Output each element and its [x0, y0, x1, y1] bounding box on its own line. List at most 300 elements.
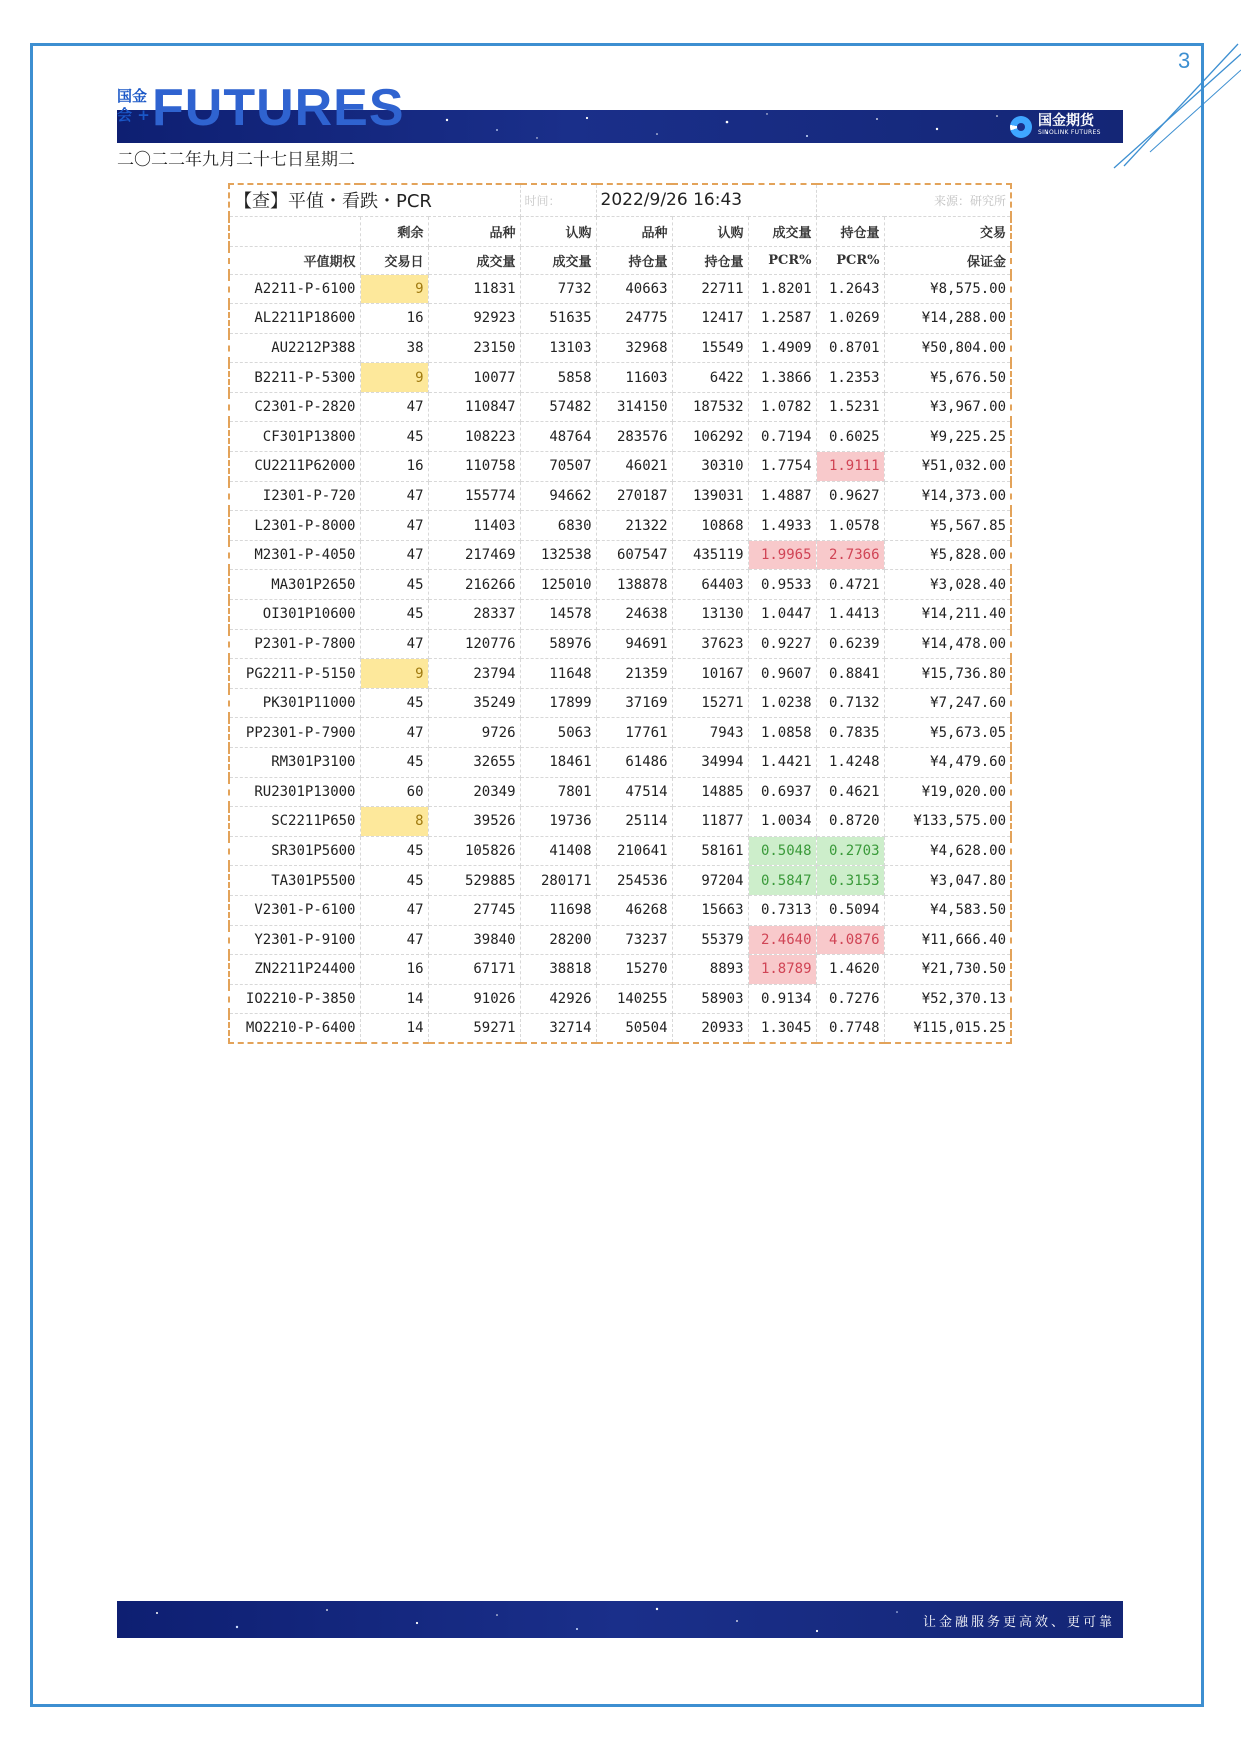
table-cell: 1.4248 — [816, 748, 884, 778]
table-cell: 280171 — [520, 866, 596, 896]
table-cell: 14885 — [672, 777, 748, 807]
brand-small-text — [117, 87, 151, 125]
table-cell: 0.2703 — [816, 836, 884, 866]
table-row — [229, 333, 1011, 363]
table-cell: 0.4621 — [816, 777, 884, 807]
table-cell: 0.7313 — [748, 895, 816, 925]
table-cell: 16 — [360, 304, 428, 334]
table-row — [229, 688, 1011, 718]
table-cell: ¥50,804.00 — [884, 333, 1011, 363]
table-cell: 47 — [360, 925, 428, 955]
option-name-cell: I2301-P-720 — [229, 481, 360, 511]
table-cell: ¥14,211.40 — [884, 600, 1011, 630]
table-cell: 9726 — [428, 718, 520, 748]
table-cell: 92923 — [428, 304, 520, 334]
option-name-cell: AL2211P18600 — [229, 304, 360, 334]
table-cell: 45 — [360, 570, 428, 600]
header-bottom-cell: 持仓量 — [672, 246, 748, 274]
table-cell: 10077 — [428, 363, 520, 393]
table-cell: 32655 — [428, 748, 520, 778]
table-cell: 14 — [360, 984, 428, 1014]
table-cell: 47514 — [596, 777, 672, 807]
header-top-cell: 品种 — [428, 216, 520, 246]
table-cell: 1.0858 — [748, 718, 816, 748]
table-cell: 58161 — [672, 836, 748, 866]
table-row — [229, 570, 1011, 600]
table-cell: ¥8,575.00 — [884, 274, 1011, 304]
table-cell: ¥4,628.00 — [884, 836, 1011, 866]
table-cell: 37169 — [596, 688, 672, 718]
table-cell: 1.8201 — [748, 274, 816, 304]
table-cell: 0.5094 — [816, 895, 884, 925]
table-cell: ¥14,373.00 — [884, 481, 1011, 511]
table-cell: 11648 — [520, 659, 596, 689]
option-name-cell: ZN2211P24400 — [229, 955, 360, 985]
company-name-en: SINOLINK FUTURES — [1038, 129, 1101, 136]
table-cell: 0.8841 — [816, 659, 884, 689]
decorative-lines — [1110, 40, 1241, 180]
pcr-table — [228, 183, 1012, 1044]
table-row — [229, 392, 1011, 422]
table-cell: 46268 — [596, 895, 672, 925]
table-cell: 435119 — [672, 540, 748, 570]
table-cell: 42926 — [520, 984, 596, 1014]
table-cell: 1.3045 — [748, 1014, 816, 1044]
company-logo-text — [1038, 115, 1101, 139]
table-cell: 32714 — [520, 1014, 596, 1044]
option-name-cell: AU2212P388 — [229, 333, 360, 363]
table-row — [229, 895, 1011, 925]
table-cell: 120776 — [428, 629, 520, 659]
option-name-cell: L2301-P-8000 — [229, 511, 360, 541]
brand-small-line1: 国金 — [117, 87, 148, 105]
table-cell: 21322 — [596, 511, 672, 541]
header-bottom-cell: 保证金 — [884, 246, 1011, 274]
table-cell: ¥5,567.85 — [884, 511, 1011, 541]
brand-futures-wordmark: FUTURES — [152, 79, 405, 137]
table-cell: 15663 — [672, 895, 748, 925]
table-cell: 67171 — [428, 955, 520, 985]
table-cell: ¥51,032.00 — [884, 452, 1011, 482]
table-cell: 47 — [360, 629, 428, 659]
table-cell: ¥3,047.80 — [884, 866, 1011, 896]
header-row-bottom — [229, 246, 1011, 274]
table-cell: 7732 — [520, 274, 596, 304]
table-cell: ¥9,225.25 — [884, 422, 1011, 452]
table-cell: 7943 — [672, 718, 748, 748]
table-cell: 9 — [360, 274, 428, 304]
table-cell: 15270 — [596, 955, 672, 985]
table-cell: 0.4721 — [816, 570, 884, 600]
table-cell: ¥5,676.50 — [884, 363, 1011, 393]
table-cell: ¥4,583.50 — [884, 895, 1011, 925]
table-cell: 48764 — [520, 422, 596, 452]
table-cell: 17899 — [520, 688, 596, 718]
table-cell: 24638 — [596, 600, 672, 630]
table-cell: 9 — [360, 659, 428, 689]
table-cell: 45 — [360, 688, 428, 718]
header-bottom-cell: PCR% — [748, 246, 816, 274]
header-top-cell: 剩余 — [360, 216, 428, 246]
table-cell: 30310 — [672, 452, 748, 482]
option-name-cell: Y2301-P-9100 — [229, 925, 360, 955]
option-name-cell: SC2211P650 — [229, 807, 360, 837]
table-cell: 0.7835 — [816, 718, 884, 748]
table-cell: 14 — [360, 1014, 428, 1044]
option-name-cell: TA301P5500 — [229, 866, 360, 896]
source-label: 来源：研究所 — [816, 184, 1011, 216]
page-number: 3 — [1178, 48, 1191, 73]
table-cell: 10167 — [672, 659, 748, 689]
table-row — [229, 452, 1011, 482]
table-cell: 8893 — [672, 955, 748, 985]
table-cell: 28337 — [428, 600, 520, 630]
table-cell: 17761 — [596, 718, 672, 748]
header-bottom-cell: PCR% — [816, 246, 884, 274]
option-name-cell: MA301P2650 — [229, 570, 360, 600]
table-row — [229, 925, 1011, 955]
table-cell: 0.7748 — [816, 1014, 884, 1044]
company-logo — [1010, 114, 1101, 140]
table-cell: 1.5231 — [816, 392, 884, 422]
table-cell: ¥3,967.00 — [884, 392, 1011, 422]
table-cell: 1.3866 — [748, 363, 816, 393]
table-cell: 47 — [360, 392, 428, 422]
option-name-cell: C2301-P-2820 — [229, 392, 360, 422]
table-cell: 0.5847 — [748, 866, 816, 896]
table-cell: 73237 — [596, 925, 672, 955]
table-cell: 5858 — [520, 363, 596, 393]
table-cell: 1.0447 — [748, 600, 816, 630]
table-cell: 11603 — [596, 363, 672, 393]
table-row — [229, 866, 1011, 896]
table-cell: 47 — [360, 540, 428, 570]
table-cell: ¥14,478.00 — [884, 629, 1011, 659]
option-name-cell: SR301P5600 — [229, 836, 360, 866]
table-cell: 1.4909 — [748, 333, 816, 363]
table-row — [229, 807, 1011, 837]
table-cell: 45 — [360, 836, 428, 866]
header-top-cell: 品种 — [596, 216, 672, 246]
table-cell: 283576 — [596, 422, 672, 452]
table-row — [229, 274, 1011, 304]
table-cell: 55379 — [672, 925, 748, 955]
table-cell: 47 — [360, 895, 428, 925]
header-top-cell: 认购 — [520, 216, 596, 246]
option-name-cell: MO2210-P-6400 — [229, 1014, 360, 1044]
footer-banner — [117, 1601, 1123, 1638]
table-cell: 12417 — [672, 304, 748, 334]
table-cell: 1.0034 — [748, 807, 816, 837]
table-row — [229, 540, 1011, 570]
table-cell: 0.9227 — [748, 629, 816, 659]
table-cell: 10868 — [672, 511, 748, 541]
table-cell: 41408 — [520, 836, 596, 866]
table-row — [229, 984, 1011, 1014]
table-cell: ¥21,730.50 — [884, 955, 1011, 985]
table-cell: 91026 — [428, 984, 520, 1014]
table-cell: 11698 — [520, 895, 596, 925]
table-cell: 45 — [360, 600, 428, 630]
table-cell: 1.4413 — [816, 600, 884, 630]
table-row — [229, 422, 1011, 452]
table-cell: 24775 — [596, 304, 672, 334]
table-cell: 6830 — [520, 511, 596, 541]
table-cell: 155774 — [428, 481, 520, 511]
table-cell: 1.0578 — [816, 511, 884, 541]
table-cell: 51635 — [520, 304, 596, 334]
table-cell: ¥15,736.80 — [884, 659, 1011, 689]
table-cell: 25114 — [596, 807, 672, 837]
table-cell: 15549 — [672, 333, 748, 363]
table-cell: 1.2353 — [816, 363, 884, 393]
table-cell: 37623 — [672, 629, 748, 659]
table-cell: 1.4887 — [748, 481, 816, 511]
table-cell: 61486 — [596, 748, 672, 778]
table-cell: 32968 — [596, 333, 672, 363]
report-date: 二〇二二年九月二十七日星期二 — [117, 150, 355, 170]
table-cell: 0.8720 — [816, 807, 884, 837]
table-title-row — [229, 184, 1011, 216]
option-name-cell: B2211-P-5300 — [229, 363, 360, 393]
table-cell: 110847 — [428, 392, 520, 422]
table-cell: 6422 — [672, 363, 748, 393]
brand-small-line2: 会 + — [117, 106, 150, 124]
table-cell: 47 — [360, 511, 428, 541]
table-cell: 34994 — [672, 748, 748, 778]
header-row-top — [229, 216, 1011, 246]
table-cell: 0.7194 — [748, 422, 816, 452]
table-cell: 20349 — [428, 777, 520, 807]
table-cell: 139031 — [672, 481, 748, 511]
table-cell: 58903 — [672, 984, 748, 1014]
table-cell: 1.2643 — [816, 274, 884, 304]
table-cell: 1.4933 — [748, 511, 816, 541]
option-name-cell: OI301P10600 — [229, 600, 360, 630]
table-cell: 40663 — [596, 274, 672, 304]
table-cell: 15271 — [672, 688, 748, 718]
table-cell: ¥5,828.00 — [884, 540, 1011, 570]
table-cell: 39526 — [428, 807, 520, 837]
table-cell: ¥133,575.00 — [884, 807, 1011, 837]
table-cell: 2.4640 — [748, 925, 816, 955]
header-bottom-cell: 成交量 — [520, 246, 596, 274]
table-cell: 4.0876 — [816, 925, 884, 955]
table-cell: 0.3153 — [816, 866, 884, 896]
header-bottom-cell: 成交量 — [428, 246, 520, 274]
table-cell: 125010 — [520, 570, 596, 600]
table-cell: 9 — [360, 363, 428, 393]
table-cell: 45 — [360, 422, 428, 452]
table-cell: ¥52,370.13 — [884, 984, 1011, 1014]
table-cell: 1.9965 — [748, 540, 816, 570]
table-cell: 1.0782 — [748, 392, 816, 422]
table-row — [229, 1014, 1011, 1044]
option-name-cell: M2301-P-4050 — [229, 540, 360, 570]
table-cell: 314150 — [596, 392, 672, 422]
header-top-cell: 持仓量 — [816, 216, 884, 246]
footer-slogan: 让金融服务更高效、更可靠 — [922, 1615, 1115, 1630]
table-cell: 16 — [360, 955, 428, 985]
table-cell: ¥115,015.25 — [884, 1014, 1011, 1044]
table-cell: 59271 — [428, 1014, 520, 1044]
table-cell: 254536 — [596, 866, 672, 896]
table-cell: 2.7366 — [816, 540, 884, 570]
company-name-cn: 国金期货 — [1038, 113, 1094, 129]
header-bottom-cell: 平值期权 — [229, 246, 360, 274]
table-cell: ¥14,288.00 — [884, 304, 1011, 334]
table-cell: 57482 — [520, 392, 596, 422]
table-cell: 5063 — [520, 718, 596, 748]
pcr-table-container — [228, 183, 1010, 1044]
table-cell: 38 — [360, 333, 428, 363]
table-row — [229, 600, 1011, 630]
table-cell: 35249 — [428, 688, 520, 718]
table-row — [229, 363, 1011, 393]
time-value: 2022/9/26 16:43 — [596, 184, 816, 216]
table-cell: 39840 — [428, 925, 520, 955]
header-bottom-cell: 交易日 — [360, 246, 428, 274]
table-cell: 27745 — [428, 895, 520, 925]
table-cell: 47 — [360, 718, 428, 748]
table-cell: 0.8701 — [816, 333, 884, 363]
table-cell: 1.7754 — [748, 452, 816, 482]
table-row — [229, 748, 1011, 778]
table-cell: 70507 — [520, 452, 596, 482]
table-cell: 1.4620 — [816, 955, 884, 985]
table-cell: 46021 — [596, 452, 672, 482]
option-name-cell: IO2210-P-3850 — [229, 984, 360, 1014]
table-cell: 94662 — [520, 481, 596, 511]
option-name-cell: P2301-P-7800 — [229, 629, 360, 659]
table-cell: 210641 — [596, 836, 672, 866]
table-cell: 19736 — [520, 807, 596, 837]
table-row — [229, 718, 1011, 748]
table-cell: 16 — [360, 452, 428, 482]
table-cell: 110758 — [428, 452, 520, 482]
table-cell: 7801 — [520, 777, 596, 807]
header-top-cell: 交易 — [884, 216, 1011, 246]
option-name-cell: PG2211-P-5150 — [229, 659, 360, 689]
table-cell: 11877 — [672, 807, 748, 837]
table-cell: 0.9607 — [748, 659, 816, 689]
sinolink-logo-icon — [1010, 116, 1032, 138]
table-cell: 187532 — [672, 392, 748, 422]
table-cell: 0.5048 — [748, 836, 816, 866]
table-cell: 64403 — [672, 570, 748, 600]
table-row — [229, 629, 1011, 659]
table-cell: 94691 — [596, 629, 672, 659]
table-cell: 22711 — [672, 274, 748, 304]
table-cell: ¥7,247.60 — [884, 688, 1011, 718]
table-cell: 11831 — [428, 274, 520, 304]
table-cell: 1.9111 — [816, 452, 884, 482]
table-cell: 23150 — [428, 333, 520, 363]
table-cell: ¥11,666.40 — [884, 925, 1011, 955]
table-cell: 14578 — [520, 600, 596, 630]
table-cell: 132538 — [520, 540, 596, 570]
table-cell: 20933 — [672, 1014, 748, 1044]
table-cell: ¥4,479.60 — [884, 748, 1011, 778]
table-cell: 23794 — [428, 659, 520, 689]
table-cell: 45 — [360, 748, 428, 778]
table-row — [229, 955, 1011, 985]
table-cell: 0.6937 — [748, 777, 816, 807]
table-cell: 0.7132 — [816, 688, 884, 718]
time-label: 时间： — [520, 184, 596, 216]
table-cell: ¥19,020.00 — [884, 777, 1011, 807]
table-row — [229, 304, 1011, 334]
table-cell: 13130 — [672, 600, 748, 630]
table-cell: ¥3,028.40 — [884, 570, 1011, 600]
table-cell: 58976 — [520, 629, 596, 659]
table-row — [229, 836, 1011, 866]
option-name-cell: CU2211P62000 — [229, 452, 360, 482]
table-cell: 270187 — [596, 481, 672, 511]
table-title: 【查】平值・看跌・PCR — [229, 184, 520, 216]
table-cell: 1.4421 — [748, 748, 816, 778]
table-cell: 97204 — [672, 866, 748, 896]
table-row — [229, 659, 1011, 689]
table-cell: 607547 — [596, 540, 672, 570]
header-top-cell: 认购 — [672, 216, 748, 246]
table-cell: 0.6239 — [816, 629, 884, 659]
option-name-cell: PK301P11000 — [229, 688, 360, 718]
table-cell: 38818 — [520, 955, 596, 985]
table-cell: 47 — [360, 481, 428, 511]
table-cell: 140255 — [596, 984, 672, 1014]
header-bottom-cell: 持仓量 — [596, 246, 672, 274]
table-cell: 0.7276 — [816, 984, 884, 1014]
option-name-cell: A2211-P-6100 — [229, 274, 360, 304]
table-cell: 60 — [360, 777, 428, 807]
table-cell: 217469 — [428, 540, 520, 570]
table-cell: 8 — [360, 807, 428, 837]
option-name-cell: RM301P3100 — [229, 748, 360, 778]
option-name-cell: V2301-P-6100 — [229, 895, 360, 925]
table-cell: 0.9533 — [748, 570, 816, 600]
table-cell: 216266 — [428, 570, 520, 600]
table-row — [229, 511, 1011, 541]
table-cell: 0.9627 — [816, 481, 884, 511]
table-cell: 529885 — [428, 866, 520, 896]
table-cell: 106292 — [672, 422, 748, 452]
table-row — [229, 481, 1011, 511]
option-name-cell: PP2301-P-7900 — [229, 718, 360, 748]
table-cell: 0.9134 — [748, 984, 816, 1014]
table-cell: 28200 — [520, 925, 596, 955]
table-cell: 1.2587 — [748, 304, 816, 334]
table-row — [229, 777, 1011, 807]
table-cell: 13103 — [520, 333, 596, 363]
table-cell: 50504 — [596, 1014, 672, 1044]
table-cell: 1.8789 — [748, 955, 816, 985]
table-cell: 21359 — [596, 659, 672, 689]
table-cell: 108223 — [428, 422, 520, 452]
option-name-cell: CF301P13800 — [229, 422, 360, 452]
header-top-cell: 成交量 — [748, 216, 816, 246]
option-name-cell: RU2301P13000 — [229, 777, 360, 807]
table-cell: 105826 — [428, 836, 520, 866]
table-cell: 0.6025 — [816, 422, 884, 452]
table-cell: 138878 — [596, 570, 672, 600]
table-cell: 45 — [360, 866, 428, 896]
table-cell: 1.0269 — [816, 304, 884, 334]
header-top-cell — [229, 216, 360, 246]
table-cell: 18461 — [520, 748, 596, 778]
table-cell: ¥5,673.05 — [884, 718, 1011, 748]
table-cell: 11403 — [428, 511, 520, 541]
